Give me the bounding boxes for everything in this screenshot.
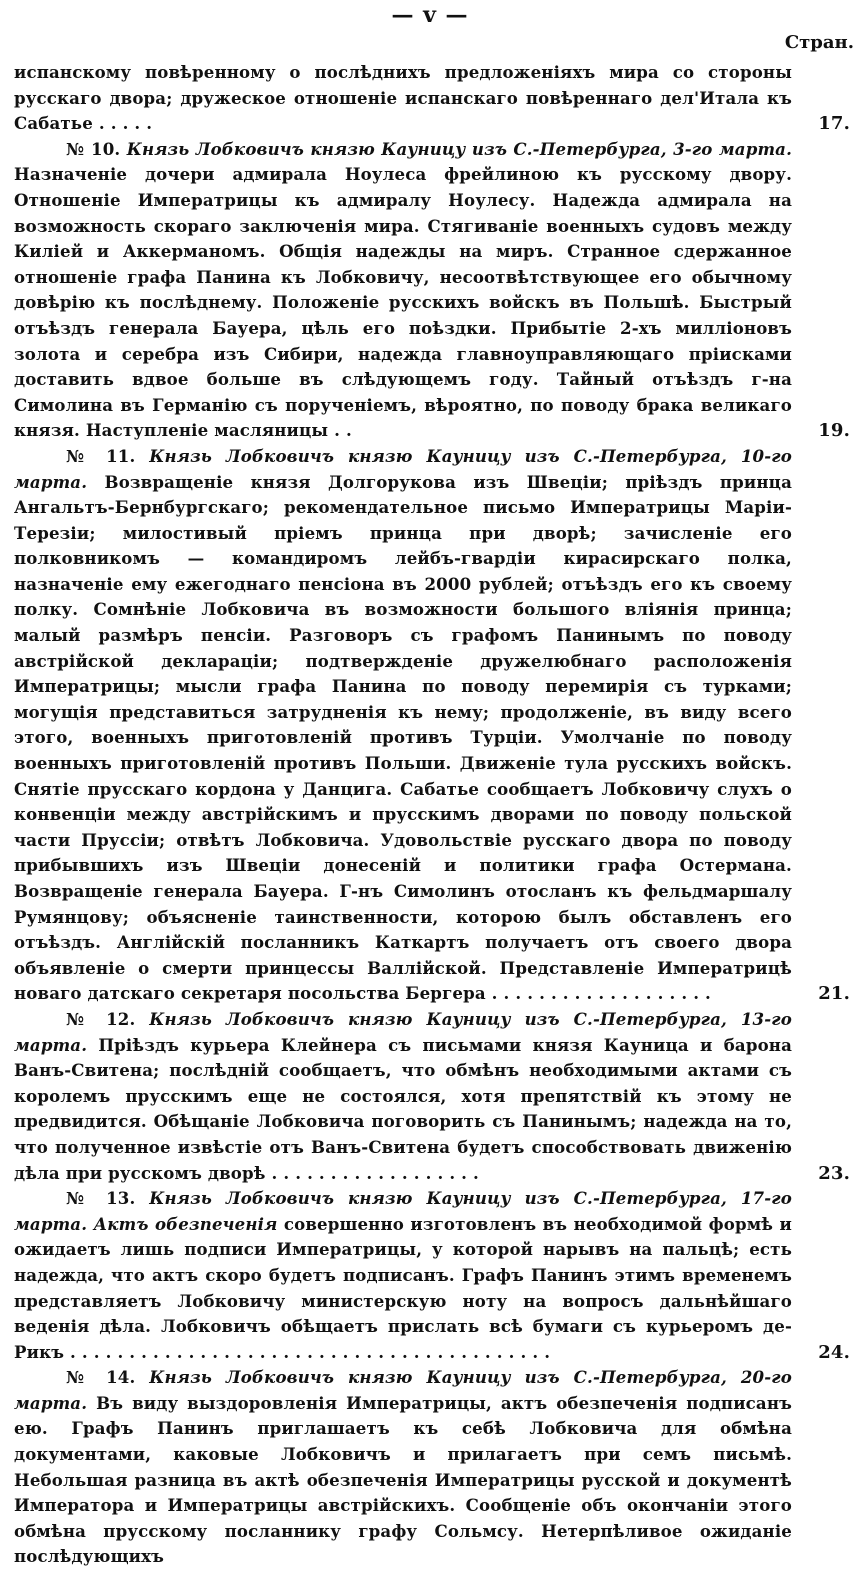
entry-heading: Князь Лобковичъ князю Кауницу изъ С.-Петербурга, 20-го марта. — [14, 1367, 792, 1413]
entry-heading: Князь Лобковичъ князю Кауницу изъ С.-Петербурга, 10-го марта. — [14, 445, 792, 492]
entry-body: Пріѣздъ курьера Клейнера съ письмами князя Кауница и барона Ванъ-Свитена; послѣдній сообщаетъ, что обмѣнъ необходимыми актами съ королемъ прусскимъ еще не состоялся, хотя препятствій къ этому не предвидится. Обѣщаніе Лобковича поговорить съ Панинымъ; надежда на то, что полученное извѣстіе отъ Ванъ-Свитена будетъ способствовать движенію дѣла при русскомъ дворѣ — [14, 1034, 792, 1183]
entry-number: № 10. — [66, 138, 121, 159]
entry-leader-dots: . . . . . . . . . . . . . . . . . . . — [485, 983, 711, 1004]
entry-page-number: 24. — [818, 1341, 850, 1363]
entry-heading: Князь Лобковичъ князю Кауницу изъ С.-Петербурга, 13-го марта. — [14, 1008, 792, 1055]
toc-entry — [14, 137, 852, 444]
toc-entry — [14, 60, 852, 137]
entry-page-number: 21. — [818, 983, 850, 1005]
entry-heading: Князь Лобковичъ князю Кауницу изъ С.-Петербурга, 17-го марта. — [14, 1188, 792, 1234]
entry-number: № 14. — [66, 1367, 136, 1388]
entry-page-number: 23. — [818, 1162, 850, 1184]
entry-heading: Князь Лобковичъ князю Кауницу изъ С.-Петербурга, 3-го марта. — [126, 138, 792, 159]
table-of-contents — [14, 60, 852, 1570]
entry-leader-dots: . . . . . . . . . . . . . . . . . . — [265, 1162, 479, 1183]
entry-body: Назначеніе дочери адмирала Ноулеса фрейлиною къ русскому двору. Отношеніе Императрицы къ адмиралу Ноулесу. Надежда адмирала на возможность скораго заключенія мира. Стягиваніе военныхъ судовъ между Киліей и Аккерманомъ. Общія надежды на миръ. Странное сдержанное отношеніе графа Панина къ Лобковичу, несоотвѣтствующее его обычному довѣрію къ послѣднему. Положеніе русскихъ войскъ въ Польшѣ. Быстрый отъѣздъ генерала Бауера, цѣль его поѣздки. Прибытіе 2-хъ милліоновъ золота и серебра изъ Сибири, надежда главноуправляющаго пріисками доставить вдвое больше въ слѣдующемъ году. Тайный отъѣздъ г-на Симолина въ Германію съ порученіемъ, вѣроятно, по поводу брака великаго князя. Наступленіе масляницы — [14, 164, 792, 441]
toc-entry — [14, 1186, 852, 1365]
toc-entry — [14, 1365, 852, 1570]
entry-leader-dots: . . . . . — [92, 113, 153, 134]
page-number: — v — — [391, 2, 469, 28]
entry-number: № 12. — [66, 1008, 136, 1029]
entry-body: совершенно изготовленъ въ необходимой формѣ и ожидаетъ лишь подписи Императрицы, у которой нарывъ на пальцѣ; есть надежда, что актъ скоро будетъ подписанъ. Графъ Панинъ этимъ временемъ представляетъ Лобковичу министерскую ноту на вопросъ дальнѣйшаго веденія дѣла. Лобковичъ обѣщаетъ прислать всѣ бумаги съ курьеромъ де-Рикъ — [14, 1213, 792, 1362]
entry-body-emphasis: Актъ обезпеченія — [93, 1213, 278, 1234]
toc-entry — [14, 444, 852, 1007]
entry-leader-dots: . . — [328, 420, 352, 441]
entry-body: Возвращеніе князя Долгорукова изъ Швеціи; пріѣздъ принца Ангальтъ-Бернбургскаго; рекомендательное письмо Императрицы Маріи-Терезіи; милостивый пріемъ принца при дворѣ; зачисленіе его полковникомъ — командиромъ лейбъ-гвардіи кирасирскаго полка, назначеніе ему ежегоднаго пенсіона въ 2000 рублей; отъѣздъ его къ своему полку. Сомнѣніе Лобковича въ возможности большого вліянія принца; малый размѣръ пенсіи. Разговоръ съ графомъ Панинымъ по поводу австрійской декларацiи; подтвержденіе дружелюбнаго расположенія Императрицы; мысли графа Панина по поводу перемирія съ турками; могущія представиться затрудненія къ нему; продолженіе, въ виду всего этого, военныхъ приготовленій противъ Турціи. Умолчаніе по поводу военныхъ приготовленій противъ Польши. Движеніе тула русскихъ войскъ. Снятіе прусскаго кордона у Данцига. Сабатье сообщаетъ Лобковичу слухъ о конвенціи между австрійскимъ и прусскимъ дворами по поводу польской части Пруссіи; отвѣтъ Лобковича. Удовольствіе русскаго двора по поводу прибывшихъ изъ Швеціи донесеній и политики графа Остермана. Возвращеніе генерала Бауера. Г-нъ Симолинъ отосланъ къ фельдмаршалу Румянцову; объясненіе таинственности, которою былъ обставленъ его отъѣздъ. Англійскій посланникъ Каткартъ получаетъ отъ своего двора объявленіе о смерти принцессы Валлійской. Представленіе Императрицѣ новаго датскаго секретаря посольства Бергера — [14, 471, 792, 1004]
entry-body: испанскому повѣренному о послѣднихъ предложеніяхъ мира со стороны русскаго двора; дружеское отношеніе испанскаго повѣреннаго дел'Итала къ Сабатье — [14, 62, 792, 134]
entry-page-number: 19. — [818, 420, 850, 442]
entry-number: № 13. — [66, 1188, 136, 1209]
entry-body: Въ виду выздоровленія Императрицы, актъ обезпеченія подписанъ ею. Графъ Панинъ приглашаетъ къ себѣ Лобковича для обмѣна документами, каковые Лобковичъ и прилагаетъ при семъ письмѣ. Небольшая разница въ актѣ обезпеченія Императрицы русской и документѣ Императора и Императрицы австрійскихъ. Сообщеніе объ окончаніи этого обмѣна прусскому посланнику графу Сольмсу. Нетерпѣливое ожиданіе послѣдующихъ — [14, 1392, 792, 1567]
toc-entry — [14, 1007, 852, 1186]
entry-leader-dots: . . . . . . . . . . . . . . . . . . . . . . . . . . . . . . . . . . . . . . . . . — [64, 1341, 551, 1362]
page-column-header: Стран. — [784, 32, 854, 53]
entry-number: № 11. — [66, 445, 136, 466]
entry-page-number: 17. — [818, 113, 850, 135]
